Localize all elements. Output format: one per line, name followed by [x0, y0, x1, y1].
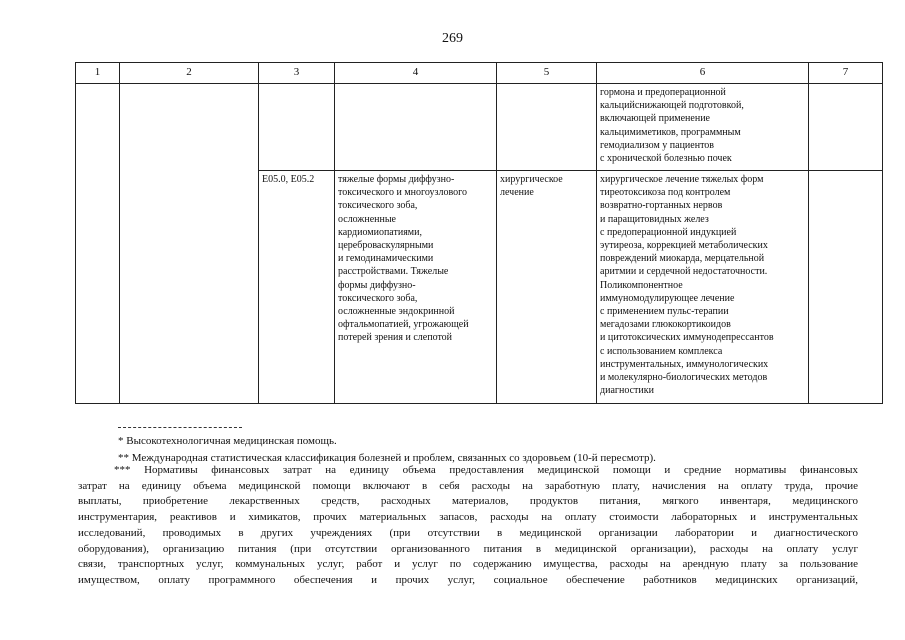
cell-col5-treatment — [497, 171, 597, 404]
cell-col7 — [809, 84, 883, 171]
column-header-2: 2 — [120, 63, 259, 84]
cell-col4 — [335, 84, 497, 171]
paragraph-line: исследований, проводимых в других учреждениях (при отсутствии в медицинской организации лаборатории и диагностического — [78, 526, 858, 539]
services-table — [75, 62, 883, 404]
method-text: гормона и предоперационной кальцийснижающей подготовкой, включающей применение кальцимиметиков, программным гемодиализом у пациентов с хронической болезнью почек — [600, 87, 744, 165]
patient-model-text: тяжелые формы диффузно- токсического и многоузлового токсического зоба, осложненные кардиомиопатиями, цереброваскулярными и гемодинамическими расстройствами. Тяжелые формы диффузно- токсического зоба, осложненные эндокринной офтальмопатией, угрожающей потерей зрения и слепотой — [338, 174, 469, 344]
cell-col7 — [809, 171, 883, 404]
footnote-divider — [118, 427, 242, 428]
paragraph-line: выплаты, приобретение лекарственных средств, расходных материалов, продуктов питания, мягкого инвентаря, медицинского — [78, 495, 858, 508]
column-header-1: 1 — [76, 63, 120, 84]
paragraph-line: *** Нормативы финансовых затрат на единицу объема предоставления медицинской помощи и средние нормативы финансовых — [114, 464, 858, 476]
footnote-2: ** Международная статистическая классификация болезней и проблем, связанных со здоровьем (10-й пересмотр). — [118, 452, 656, 464]
treatment-type-text: хирургическое лечение — [500, 174, 563, 199]
cell-col6-method — [597, 84, 809, 171]
column-header-5: 5 — [497, 63, 597, 84]
footnote-3-paragraph — [78, 463, 858, 589]
cell-col2 — [120, 84, 259, 404]
column-header-6: 6 — [597, 63, 809, 84]
cell-col3 — [259, 84, 335, 171]
footnote-1: * Высокотехнологичная медицинская помощь. — [118, 435, 337, 447]
page-number: 269 — [442, 31, 463, 46]
paragraph-line: оборудования), организацию питания (при отсутствии организованного питания в медицинской организации), расходы на оплату услуг — [78, 542, 858, 555]
paragraph-line: затрат на единицу объема медицинской помощи включают в себя расходы на заработную плату, начисления на оплату труда, прочие — [78, 479, 858, 492]
table-row — [76, 84, 883, 171]
column-header-4: 4 — [335, 63, 497, 84]
column-header-3: 3 — [259, 63, 335, 84]
cell-col3-codes — [259, 171, 335, 404]
column-header-7: 7 — [809, 63, 883, 84]
paragraph-line: инструментария, реактивов и химикатов, прочих материальных запасов, расходы на оплату стоимости лабораторных и инструментальных — [78, 511, 858, 524]
cell-col6-method — [597, 171, 809, 404]
paragraph-line: имуществом, оплату программного обеспечения и прочих услуг, социальное обеспечение работников медицинских организаций, — [78, 573, 858, 586]
method-text: хирургическое лечение тяжелых форм тиреотоксикоза под контролем возвратно-гортанных нервов и паращитовидных желез с предоперационной индукцией эутиреоза, коррекцией метаболических повреждений миокарда, мерцательной аритмии и сердечной недостаточности. Поликомпонентное иммуномодулирующее лечение с применением пульс-терапии мегадозами глюкокортикоидов и цитотоксических иммунодепрессантов с использованием комплекса инструментальных, иммунологических и молекулярно-биологических методов диагностики — [600, 174, 774, 397]
cell-col4-model — [335, 171, 497, 404]
table-header-row — [76, 63, 883, 84]
paragraph-line: связи, транспортных услуг, коммунальных услуг, работ и услуг по содержанию имущества, расходы на арендную плату за пользование — [78, 558, 858, 571]
cell-col5 — [497, 84, 597, 171]
cell-col1 — [76, 84, 120, 404]
icd-codes: E05.0, E05.2 — [262, 174, 315, 185]
